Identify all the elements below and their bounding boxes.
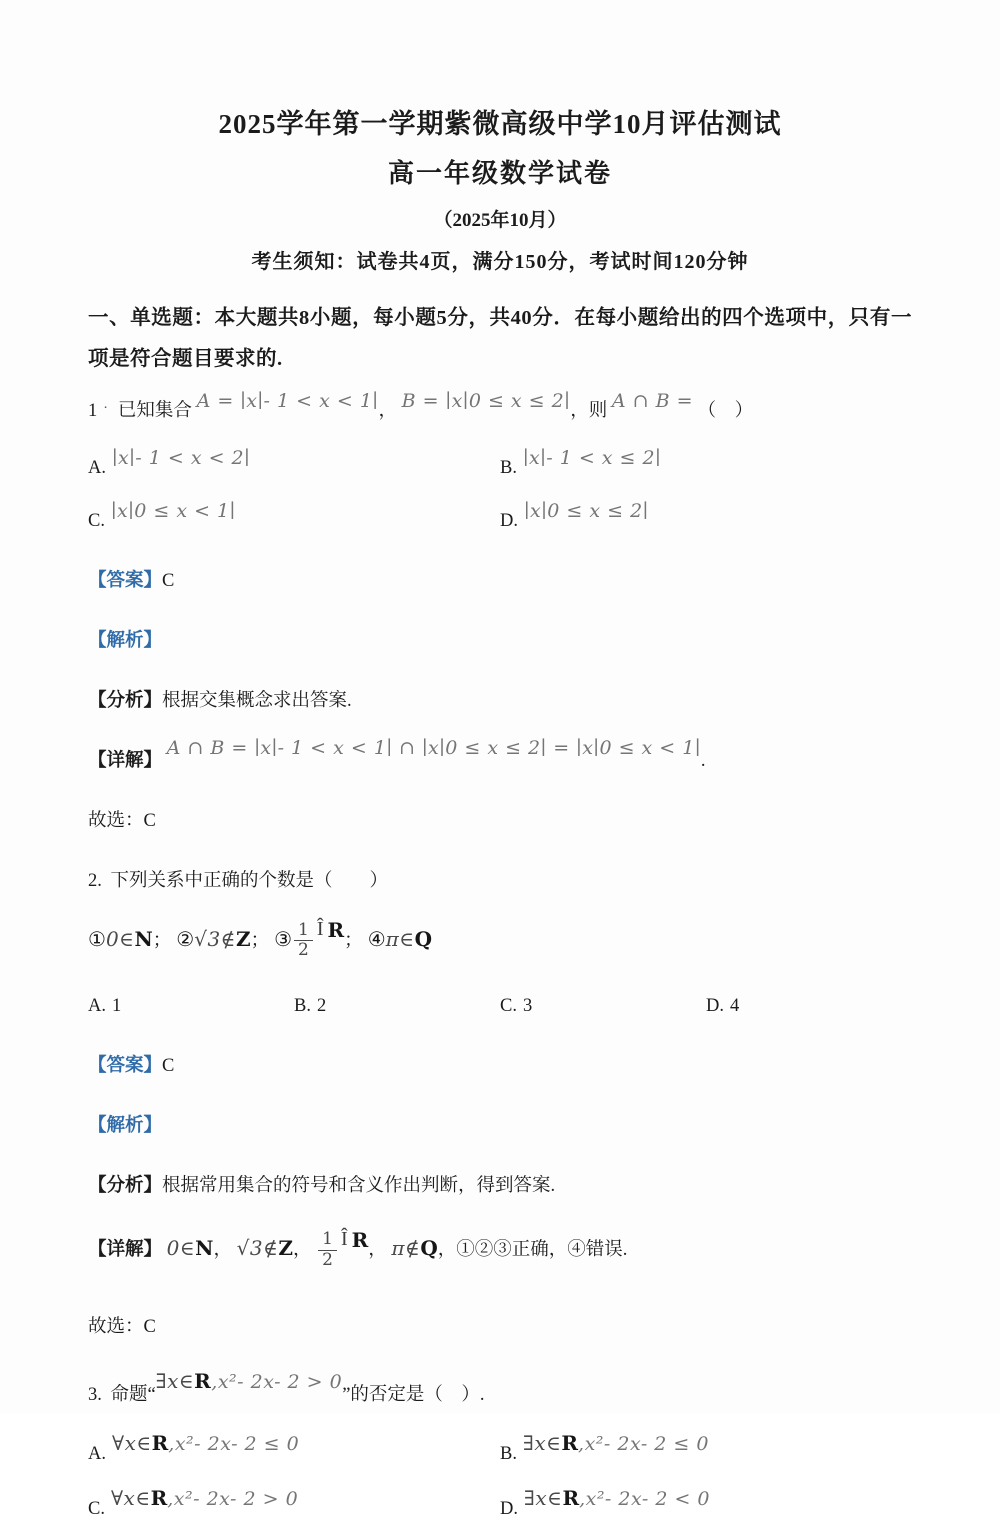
option-math: ∣x∣- 1 < x < 2∣ (112, 446, 251, 469)
stem-text: 命题“ (110, 1384, 156, 1405)
element-symbol: Î (340, 1228, 348, 1251)
comma: ， (292, 1240, 312, 1261)
stem-text: ”的否定是（ ）. (342, 1384, 485, 1405)
fenxi-label: 【分析】 (88, 690, 163, 711)
fraction-numerator: 1 (294, 922, 313, 942)
guxuan-label: 故选： (88, 1316, 144, 1337)
math-set-a: A = ∣x∣- 1 < x < 1∣ (196, 390, 379, 412)
circled-4: ④ (367, 928, 386, 951)
math: ,x²- 2x- 2 ≤ 0 (578, 1432, 709, 1455)
set-r: R (151, 1430, 169, 1455)
option-label: B. (294, 996, 311, 1017)
page-title: 2025学年第一学期紫微高级中学10月评估测试 (218, 109, 782, 139)
proposition-math (156, 1366, 343, 1397)
question-3-options (88, 1430, 912, 1520)
set-q: Q (414, 926, 432, 951)
exam-notice: 考生须知：试卷共4页，满分150分，考试时间120分钟 (251, 251, 749, 273)
fraction-denominator: 2 (322, 1250, 333, 1271)
option-label: A. (88, 996, 106, 1017)
set-r: R (561, 1430, 579, 1455)
fenxi-line (88, 686, 912, 712)
set-q: Q (420, 1236, 438, 1261)
number-dot: · (103, 401, 108, 416)
set-n: N (134, 926, 153, 951)
question-2-options (88, 996, 912, 1017)
fenxi-label: 【分析】 (88, 1176, 163, 1197)
option-math (111, 1486, 298, 1511)
set-r: R (562, 1485, 580, 1510)
option-label: B. (500, 1443, 517, 1464)
option-a (88, 996, 294, 1017)
math: ,x²- 2x- 2 > 0 (211, 1370, 343, 1393)
option-value: 3 (522, 996, 533, 1017)
question-1-stem (88, 390, 912, 426)
element-symbol: Î (316, 918, 324, 941)
guxuan-line (88, 1312, 912, 1338)
answer-label: 【答案】 (88, 570, 163, 591)
fraction-denominator: 2 (298, 940, 309, 961)
option-b (500, 446, 912, 479)
option-label: D. (706, 996, 724, 1017)
question-3-stem (88, 1368, 912, 1410)
period: . (700, 750, 706, 771)
math: ,x²- 2x- 2 < 0 (579, 1487, 710, 1510)
math: π∈ (385, 926, 415, 951)
set-r: R (327, 918, 345, 943)
math: ∃x∈ (522, 1430, 562, 1455)
set-r: R (194, 1368, 212, 1393)
option-c (88, 499, 500, 532)
set-z: Z (235, 926, 251, 951)
guxuan-value: C (143, 810, 156, 831)
section-heading: 一、单选题：本大题共8小题，每小题5分，共40分．在每小题给出的四个选项中，只有一项是符合题目要求的. (88, 307, 912, 370)
fenxi-line (88, 1171, 912, 1197)
option-d (706, 996, 912, 1017)
separator: ； (152, 930, 172, 951)
jiexi-label: 【解析】 (88, 1116, 163, 1137)
option-value: 1 (112, 996, 122, 1017)
jiexi-label: 【解析】 (88, 630, 163, 651)
question-2-relations (88, 918, 912, 961)
page-subtitle: 高一年级数学试卷 (387, 159, 612, 188)
answer-value: C (162, 570, 175, 591)
math: ∃x∈ (524, 1485, 563, 1510)
xiangjie-label: 【详解】 (88, 750, 163, 771)
circled-2: ② (176, 928, 195, 951)
exam-date: （2025年10月） (433, 210, 567, 231)
option-c (500, 996, 706, 1017)
question-number: 3. (88, 1384, 102, 1405)
option-math: ∣x∣0 ≤ x ≤ 2∣ (524, 499, 649, 522)
fraction-numerator: 1 (318, 1231, 337, 1251)
guxuan-line (88, 806, 912, 832)
comma: ， (368, 1240, 387, 1261)
stem-text: ，则 (570, 401, 608, 421)
jiexi-line (88, 626, 912, 652)
option-math: ∣x∣- 1 < x ≤ 2∣ (522, 446, 662, 469)
math: ∀x∈ (112, 1430, 152, 1455)
answer-label: 【答案】 (88, 1056, 163, 1077)
option-math (523, 1431, 709, 1456)
math: ∀x∈ (110, 1485, 151, 1510)
math: √3∉ (194, 926, 236, 951)
question-number: 1 (88, 401, 98, 421)
set-r: R (351, 1228, 369, 1253)
answer-value: C (162, 1056, 175, 1077)
option-value: 2 (316, 996, 327, 1017)
xiangjie-line (88, 736, 912, 772)
option-b (500, 1430, 912, 1465)
option-d (500, 1485, 912, 1520)
xiangjie-line (88, 1228, 912, 1271)
conclusion-text: ，①②③正确，④错误. (437, 1240, 628, 1261)
option-math (112, 1431, 299, 1456)
math: 0∈ (105, 926, 135, 951)
option-b (294, 996, 500, 1017)
fenxi-text: 根据常用集合的符号和含义作出判断，得到答案. (162, 1176, 556, 1197)
math-intersection: A ∩ B = (611, 390, 694, 412)
math: 0∈ (166, 1236, 196, 1261)
math: ,x²- 2x- 2 ≤ 0 (168, 1432, 300, 1455)
option-a (88, 446, 500, 479)
circled-3: ③ (274, 928, 293, 951)
set-z: Z (278, 1236, 293, 1261)
separator: ； (344, 930, 363, 951)
xiangjie-math: A ∩ B = ∣x∣- 1 < x < 1∣ ∩ ∣x∣0 ≤ x ≤ 2∣ = ∣x∣0 ≤ x < 1∣ (166, 736, 701, 759)
option-label: A. (88, 457, 106, 478)
comma: ， (378, 401, 397, 421)
separator: ； (250, 930, 270, 951)
option-a (88, 1430, 500, 1465)
option-math (524, 1486, 710, 1511)
option-c (88, 1485, 500, 1520)
fraction-one-half (318, 1231, 337, 1270)
fenxi-text: 根据交集概念求出答案. (162, 690, 352, 711)
math: ∃x∈ (155, 1368, 195, 1393)
guxuan-label: 故选： (88, 810, 144, 831)
option-label: D. (500, 1498, 518, 1519)
stem-text: 下列关系中正确的个数是（ ） (110, 870, 389, 891)
comma: ， (213, 1240, 232, 1261)
xiangjie-label: 【详解】 (88, 1240, 163, 1261)
math: √3∉ (236, 1236, 279, 1261)
option-label: D. (500, 510, 518, 531)
math-set-b: B = ∣x∣0 ≤ x ≤ 2∣ (401, 390, 571, 412)
math: ,x²- 2x- 2 > 0 (167, 1487, 299, 1510)
math: π∉ (391, 1236, 421, 1261)
option-label: C. (500, 996, 517, 1017)
question-1-options (88, 446, 912, 532)
guxuan-value: C (143, 1316, 156, 1337)
answer-line (88, 566, 912, 592)
option-label: A. (88, 1443, 106, 1464)
stem-text: 已知集合 (117, 401, 192, 421)
question-2-stem (88, 868, 912, 896)
option-label: C. (88, 510, 105, 531)
option-d (500, 499, 912, 532)
jiexi-line (88, 1111, 912, 1137)
set-r: R (150, 1485, 168, 1510)
fraction-one-half (294, 919, 313, 961)
circled-1: ① (88, 928, 106, 951)
option-value: 4 (730, 996, 740, 1017)
set-n: N (195, 1236, 214, 1261)
option-label: C. (88, 1498, 105, 1519)
answer-paren: （ ） (697, 401, 754, 421)
option-label: B. (500, 457, 517, 478)
option-math: ∣x∣0 ≤ x < 1∣ (110, 499, 236, 522)
question-number: 2. (88, 870, 102, 891)
answer-line (88, 1051, 912, 1077)
